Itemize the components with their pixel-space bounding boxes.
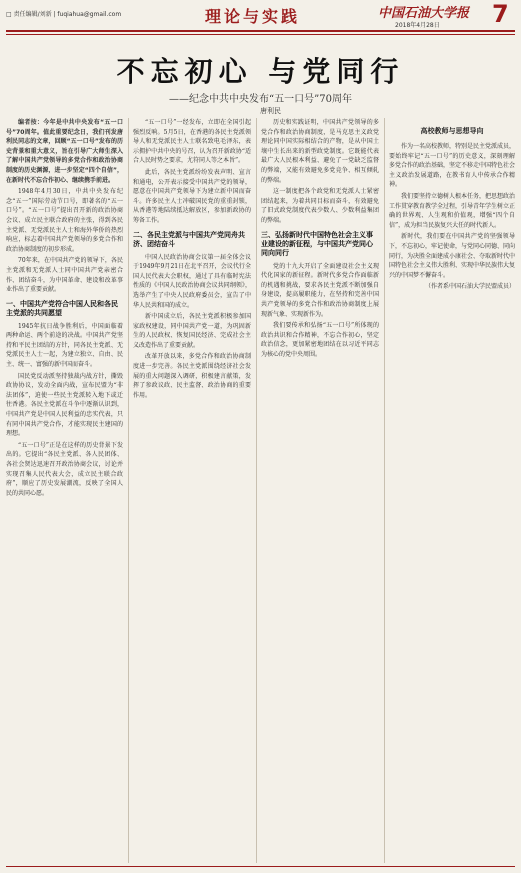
editor-info: □ 责任编辑/刘新 | fuqiahua@gmail.com xyxy=(6,11,122,18)
column-3 xyxy=(261,118,379,863)
section-heading-3: 三、弘扬新时代中国特色社会主义事业建设的新征程，与中国共产党同心同向同行 xyxy=(261,230,373,257)
section-heading-2: 二、各民主党派与中国共产党同舟共济、团结奋斗 xyxy=(133,230,245,248)
editor-note xyxy=(6,118,123,185)
paragraph: 这一制度把各个政党和无党派人士紧密团结起来，为着共同目标而奋斗，有效避免了旧式政党制度代表少数人、少数利益集团的弊端。 xyxy=(261,188,379,224)
column-4 xyxy=(389,118,515,863)
column-2 xyxy=(133,118,251,863)
header-rule xyxy=(6,30,515,32)
header-rule-thin xyxy=(6,34,515,35)
article-title: 不忘初心 与党同行 xyxy=(116,55,405,88)
paragraph: 新时代，我们要在中国共产党的坚强领导下，不忘初心，牢记使命，与党同心同德、同向同行，为决胜全面建成小康社会、夺取新时代中国特色社会主义伟大胜利、实现中华民族伟大复兴的中国梦不懈奋斗。 xyxy=(389,233,515,279)
section-heading-1: 一、中国共产党符合中国人民和各民主党派的共同愿望 xyxy=(6,299,118,317)
paragraph: 我们要坚持立德树人根本任务，把思想政治工作贯穿教育教学全过程，引导青年学生树立正确的世界观、人生观和价值观，增强“四个自信”，成为担当民族复兴大任的时代新人。 xyxy=(389,192,515,229)
article-author: 唐利民 xyxy=(260,107,281,115)
column-1 xyxy=(6,118,123,863)
column-divider xyxy=(384,118,385,863)
paragraph: 历史和实践证明，中国共产党领导的多党合作和政治协商制度，是马克思主义政党理论同中国实际相结合的产物，是从中国土壤中生长出来的新型政党制度。它既能代表最广大人民根本利益、避免了一党缺乏监督的弊端，又能有效避免多党竞争、相互倾轧的弊端。 xyxy=(261,119,379,184)
editor-note-text: 编者按：今年是中共中央发布“五一口号”70周年。值此重要纪念日，我们刊发唐利民同志的文章，回顾“五一口号”发布的历史背景和重大意义，旨在引导广大师生深入了解中国共产党领导的多党合作和政治协商制度的历史渊源，进一步坚定“四个自信”，在新时代不忘合作初心、继续携手前进。 xyxy=(6,119,123,184)
publication-date: 2018年4月28日 xyxy=(395,22,440,29)
paragraph: 70年来，在中国共产党的领导下，各民主党派和无党派人士同中国共产党亲密合作、团结奋斗，为中国革命、建设和改革事业作出了重要贡献。 xyxy=(6,257,123,294)
column-divider xyxy=(128,118,129,863)
article-subtitle: ——纪念中共中央发布“五一口号”70周年 xyxy=(169,94,352,105)
paragraph: 1945年抗日战争胜利后，中国面临着两种命运、两个前途的决战。中国共产党坚持和平民主团结的方针，同各民主党派、无党派民主人士一起，为建立独立、自由、民主、统一、富强的新中国而奋斗。 xyxy=(6,322,123,369)
paragraph: 党的十九大开启了全面建设社会主义现代化国家的新征程。新时代多党合作面临新的机遇和挑战，要求各民主党派不断加强自身建设，提高履职能力，在坚持和完善中国共产党领导的多党合作和政治协商制度上展现新气象、实现新作为。 xyxy=(261,262,379,318)
paragraph: 作为一名高校教师，特别是民主党派成员，要始终牢记“五一口号”的历史意义，深刻理解多党合作的政治基础，坚定不移走中国特色社会主义政治发展道路，在教书育人中传承合作精神。 xyxy=(389,143,515,189)
footer-rule xyxy=(6,866,515,867)
page-header xyxy=(0,0,521,32)
section-title: 理论与实践 xyxy=(205,7,301,26)
paragraph: 新中国成立后，各民主党派积极参加国家政权建设，同中国共产党一道，为巩固新生的人民政权、恢复国民经济、完成社会主义改造作出了重要贡献。 xyxy=(133,313,251,349)
author-affiliation: （作者系中国石油大学民盟成员） xyxy=(424,283,515,291)
paragraph: 中国人民政治协商会议第一届全体会议于1949年9月21日在北平召开，会议代行全国人民代表大会职权，通过了具有临时宪法性质的《中国人民政治协商会议共同纲领》，选举产生了中央人民政府委员会，宣告了中华人民共和国的成立。 xyxy=(133,253,251,309)
paragraph: “五一口号”正是在这样的历史背景下发出的。它提出“各民主党派、各人民团体、各社会贤达迅速召开政治协商会议，讨论并实现召集人民代表大会，成立民主联合政府”，顺应了历史发展潮流，反映了全国人民的共同心愿。 xyxy=(6,441,123,497)
paragraph: 此后，各民主党派纷纷发表声明、宣言和通电，公开表示接受中国共产党的领导，愿意在中国共产党领导下为建立新中国而奋斗。许多民主人士冲破国民党的重重封锁，从香港等地陆续抵达解放区，参加新政协的筹备工作。 xyxy=(133,168,251,224)
column-divider xyxy=(256,118,257,863)
paragraph: 我们要传承和弘扬“五一口号”所体现的政治共识和合作精神，不忘合作初心，坚定政治信念，更加紧密地团结在以习近平同志为核心的党中央周围。 xyxy=(261,322,379,358)
paragraph: 1948年4月30日，中共中央发布纪念“五一”国际劳动节口号，即著名的“五一口号”。“五一口号”提出召开新的政治协商会议、成立民主联合政府的主张，得到各民主党派、无党派民主人士和海外华侨的热烈响应，标志着中国共产党领导的多党合作和政治协商制度的初步形成。 xyxy=(6,188,123,253)
paragraph: 改革开放以来，多党合作和政治协商制度进一步完善。各民主党派围绕经济社会发展的重大问题深入调研，积极建言献策，发挥了参政议政、民主监督、政治协商的重要作用。 xyxy=(133,353,251,399)
paragraph: 国民党反动派坚持独裁内战方针，撕毁政协协议，发动全面内战，宣布民盟为“非法团体”，迫使一些民主党派转入地下或迁往香港。各民主党派在斗争中逐渐认识到，中国共产党是中国人民利益的忠实代表，只有同中国共产党合作，才能实现民主建国的理想。 xyxy=(6,372,123,438)
paragraph: “五一口号”一经发布，立即在全国引起强烈反响。5月5日，在香港的各民主党派领导人和无党派民主人士联名致电毛泽东，表示拥护中共中央的号召，认为召开新政协“适合人民时势之要求，尤符同人等之本旨”。 xyxy=(133,119,251,165)
newspaper-name: 中国石油大学报 xyxy=(378,6,470,21)
page-number: 7 xyxy=(492,0,509,28)
section-break-heading: 高校教师与思想导向 xyxy=(420,127,484,135)
